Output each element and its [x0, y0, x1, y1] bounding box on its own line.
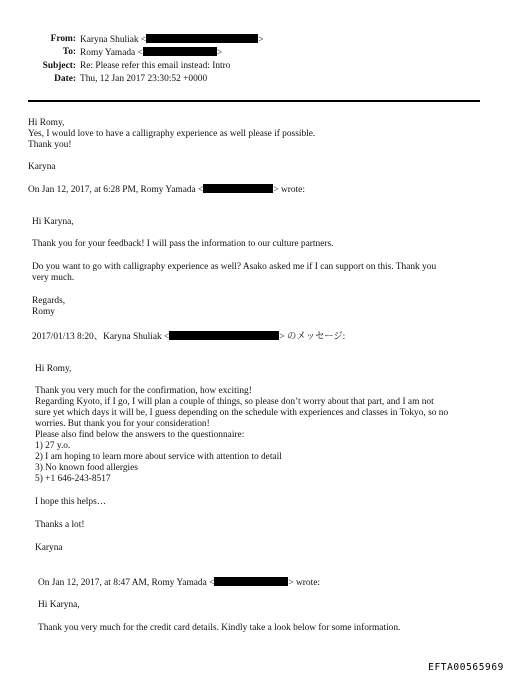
- quote-header-text: On Jan 12, 2017, at 6:28 PM, Romy Yamada <: [28, 185, 204, 195]
- quote-header-suffix: > wrote:: [288, 578, 320, 588]
- from-label: From:: [50, 34, 76, 44]
- date-label: Date:: [54, 74, 76, 84]
- body-line: Do you want to go with calligraphy experience as well? Asako asked me if I can support on this. Thank you: [32, 262, 437, 272]
- quote-header: [28, 184, 305, 196]
- quote-header-text: On Jan 12, 2017, at 8:47 AM, Romy Yamada <: [38, 578, 215, 588]
- from-value: [80, 34, 264, 46]
- answer-item: 5) +1 646-243-8517: [35, 474, 111, 484]
- signature: Karyna: [35, 543, 63, 553]
- body-line: sure yet which days it will be, I guess depending on the schedule with experiences and classes in Tokyo, so no: [35, 408, 449, 418]
- signature: Romy: [32, 307, 55, 317]
- to-value: [80, 47, 222, 59]
- body-line: Regarding Kyoto, if I go, I will plan a couple of things, so please don’t worry about that part, and I am not: [35, 397, 434, 407]
- answer-item: 3) No known food allergies: [35, 463, 138, 473]
- answer-item: 1) 27 y.o.: [35, 441, 71, 451]
- to-name: Romy Yamada <: [80, 48, 143, 58]
- greeting: Hi Romy,: [35, 364, 72, 374]
- from-close: >: [258, 35, 264, 45]
- to-label: To:: [62, 47, 76, 57]
- quote-header-suffix: > のメッセージ:: [279, 332, 346, 342]
- body-line: very much.: [32, 273, 75, 283]
- body-line: Thank you!: [28, 140, 72, 150]
- answer-item: 2) I am hoping to learn more about service with attention to detail: [35, 452, 282, 462]
- from-name: Karyna Shuliak <: [80, 35, 147, 45]
- body-line: Please also find below the answers to the questionnaire:: [35, 430, 245, 440]
- redaction-bar: [203, 184, 273, 193]
- header-divider: [28, 100, 480, 102]
- redaction-bar: [214, 577, 288, 586]
- signature: Karyna: [28, 162, 56, 172]
- redaction-bar: [143, 47, 217, 56]
- greeting: Hi Karyna,: [38, 600, 80, 610]
- quote-header-suffix: > wrote:: [273, 185, 305, 195]
- body-line: Thank you very much for the credit card details. Kindly take a look below for some information.: [38, 623, 401, 633]
- body-line: I hope this helps…: [35, 497, 107, 507]
- redaction-bar: [169, 331, 279, 340]
- body-line: Thanks a lot!: [35, 520, 85, 530]
- body-line: Thank you very much for the confirmation, how exciting!: [35, 386, 252, 396]
- document-id: EFTA00565969: [428, 662, 504, 673]
- quote-header: [32, 331, 345, 343]
- greeting: Hi Romy,: [28, 118, 65, 128]
- quote-header: [38, 577, 320, 589]
- body-line: worries. But thank you for your consideration!: [35, 419, 210, 429]
- quote-header-text: 2017/01/13 8:20、Karyna Shuliak <: [32, 332, 170, 342]
- body-line: Yes, I would love to have a calligraphy experience as well please if possible.: [28, 129, 316, 139]
- greeting: Hi Karyna,: [32, 217, 74, 227]
- subject-value: Re: Please refer this email instead: Intro: [80, 61, 231, 71]
- redaction-bar: [146, 34, 258, 43]
- to-close: >: [216, 48, 223, 58]
- regards: Regards,: [32, 296, 66, 306]
- date-value: Thu, 12 Jan 2017 23:30:52 +0000: [80, 74, 208, 84]
- subject-label: Subject:: [42, 61, 76, 71]
- body-line: Thank you for your feedback! I will pass the information to our culture partners.: [32, 239, 334, 249]
